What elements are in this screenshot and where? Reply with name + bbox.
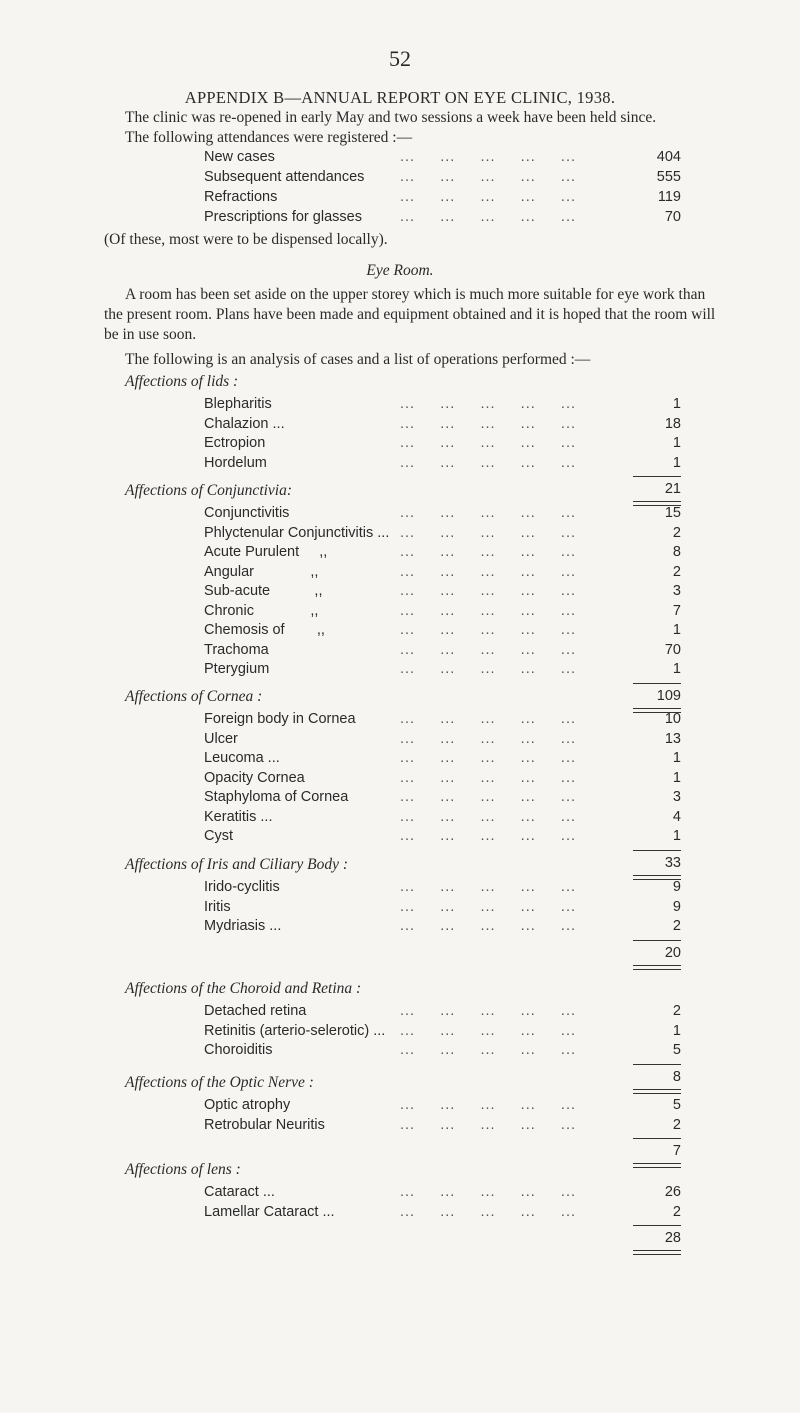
row-label: Trachoma (204, 641, 269, 658)
case-row (204, 750, 681, 768)
row-label: Sub-acute ,, (204, 583, 323, 599)
leader-dots: ... ... ... ... ... (400, 169, 576, 185)
row-label: Retrobular Neuritis (204, 1116, 325, 1133)
row-label: Choroiditis (204, 1042, 273, 1058)
row-value: 1 (672, 661, 681, 677)
row-label: Ulcer (204, 730, 238, 747)
section-heading: Affections of Cornea : (125, 688, 263, 705)
section-heading: Affections of lids : (125, 373, 239, 390)
subtotal-rule (633, 850, 681, 851)
case-row (204, 711, 681, 729)
row-value: 1 (672, 750, 681, 766)
case-row (204, 583, 681, 601)
row-label: Detached retina (204, 1003, 307, 1019)
attendance-row (204, 189, 681, 207)
row-label: New cases (204, 149, 275, 165)
row-label: Phlyctenular Conjunctivitis ... (204, 524, 390, 541)
row-label: Lamellar Cataract ... (204, 1203, 335, 1220)
case-row (204, 435, 681, 453)
leader-dots: ... ... ... ... ... (400, 730, 576, 747)
case-row (204, 899, 681, 917)
row-label: Acute Purulent ,, (204, 544, 328, 560)
case-row (204, 416, 681, 434)
row-value: 13 (664, 730, 681, 747)
subtotal-rule (633, 683, 681, 684)
row-label: Conjunctivitis (204, 505, 290, 521)
leader-dots: ... ... ... ... ... (400, 544, 576, 560)
row-label: Leucoma ... (204, 750, 280, 766)
row-value: 2 (672, 1203, 681, 1220)
row-label: Chronic ,, (204, 602, 319, 619)
case-row (204, 1042, 681, 1060)
row-value: 2 (672, 1116, 681, 1133)
row-label: Staphyloma of Cornea (204, 789, 349, 805)
leader-dots: ... ... ... ... ... (400, 898, 576, 915)
leader-dots: ... ... ... ... ... (400, 789, 576, 805)
row-label: Pterygium (204, 661, 270, 677)
leader-dots: ... ... ... ... ... (400, 1203, 576, 1220)
row-value: 404 (656, 149, 681, 165)
row-value: 26 (664, 1184, 681, 1200)
leader-dots: ... ... ... ... ... (400, 641, 576, 658)
row-label: Iritis (204, 898, 231, 915)
row-label: Retinitis (arterio-selerotic) ... (204, 1022, 386, 1039)
case-row (204, 828, 681, 846)
leader-dots: ... ... ... ... ... (400, 415, 576, 432)
section-heading: Affections of lens : (125, 1161, 241, 1178)
row-value: 70 (664, 641, 681, 658)
row-value: 1 (672, 435, 681, 451)
subtotal-rule (633, 1225, 681, 1226)
analysis-intro: The following is an analysis of cases and a list of operations performed :— (125, 351, 591, 368)
section-total: 33 (664, 854, 681, 871)
row-value: 70 (664, 209, 681, 225)
subtotal-rule (633, 940, 681, 941)
row-value: 8 (672, 544, 681, 560)
leader-dots: ... ... ... ... ... (400, 828, 576, 844)
leader-dots: ... ... ... ... ... (400, 1042, 576, 1058)
row-label: Chalazion ... (204, 415, 285, 432)
row-label: Prescriptions for glasses (204, 209, 362, 225)
leader-dots: ... ... ... ... ... (400, 1097, 576, 1113)
row-label: Chemosis of ,, (204, 622, 325, 638)
attendance-row (204, 169, 681, 187)
leader-dots: ... ... ... ... ... (400, 209, 576, 225)
row-label: Foreign body in Cornea (204, 711, 356, 727)
leader-dots: ... ... ... ... ... (400, 583, 576, 599)
case-row (204, 603, 681, 621)
leader-dots: ... ... ... ... ... (400, 661, 576, 677)
total-double-rule (633, 1250, 681, 1255)
section-heading: Affections of the Choroid and Retina : (125, 980, 362, 997)
page-number: 52 (389, 46, 411, 71)
leader-dots: ... ... ... ... ... (400, 1116, 576, 1133)
row-label: Hordelum (204, 454, 267, 471)
row-label: Mydriasis ... (204, 918, 282, 934)
row-label: Refractions (204, 189, 278, 205)
attendance-row (204, 209, 681, 227)
row-label: Optic atrophy (204, 1097, 291, 1113)
case-row (204, 622, 681, 640)
row-value: 10 (664, 711, 681, 727)
row-value: 1 (672, 396, 681, 412)
row-label: Blepharitis (204, 396, 272, 412)
case-row (204, 770, 681, 788)
case-row (204, 1097, 681, 1115)
intro-line-2: The following attendances were registered :— (125, 129, 413, 146)
section-total: 28 (664, 1230, 681, 1246)
row-label: Irido-cyclitis (204, 879, 280, 895)
leader-dots: ... ... ... ... ... (400, 1022, 576, 1039)
case-row (204, 525, 681, 543)
total-double-rule (633, 965, 681, 970)
leader-dots: ... ... ... ... ... (400, 1003, 576, 1019)
case-row (204, 731, 681, 749)
row-value: 2 (672, 563, 681, 580)
leader-dots: ... ... ... ... ... (400, 189, 576, 205)
row-value: 2 (672, 524, 681, 541)
row-value: 15 (664, 505, 681, 521)
section-total: 20 (664, 944, 681, 961)
case-row (204, 809, 681, 827)
row-value: 5 (672, 1097, 681, 1113)
case-row (204, 544, 681, 562)
eye-room-line-1: A room has been set aside on the upper storey which is much more suitable for eye work than (125, 286, 706, 303)
row-value: 1 (672, 1022, 681, 1039)
row-value: 119 (657, 189, 681, 205)
row-value: 1 (672, 828, 681, 844)
row-label: Angular ,, (204, 563, 319, 580)
row-label: Cataract ... (204, 1184, 275, 1200)
case-row (204, 1184, 681, 1202)
row-value: 555 (656, 169, 681, 185)
case-row (204, 918, 681, 936)
row-value: 1 (672, 622, 681, 638)
row-value: 9 (672, 879, 681, 895)
case-row (204, 505, 681, 523)
eye-room-line-2: the present room. Plans have been made and equipment obtained and it is hoped that the room will (104, 306, 716, 323)
section-total: 8 (672, 1068, 681, 1085)
leader-dots: ... ... ... ... ... (400, 879, 576, 895)
case-row (204, 789, 681, 807)
case-row (204, 642, 681, 660)
row-label: Keratitis ... (204, 808, 273, 825)
section-total: 7 (672, 1143, 681, 1159)
leader-dots: ... ... ... ... ... (400, 524, 576, 541)
case-row (204, 879, 681, 897)
subtotal-rule (633, 1064, 681, 1065)
row-value: 2 (672, 1003, 681, 1019)
leader-dots: ... ... ... ... ... (400, 808, 576, 825)
row-value: 5 (672, 1042, 681, 1058)
leader-dots: ... ... ... ... ... (400, 454, 576, 471)
case-row (204, 1023, 681, 1041)
case-row (204, 564, 681, 582)
section-total: 21 (664, 481, 681, 497)
row-value: 1 (672, 454, 681, 471)
report-title: APPENDIX B—ANNUAL REPORT ON EYE CLINIC, 1938. (184, 88, 616, 107)
row-value: 3 (672, 583, 681, 599)
section-heading: Affections of the Optic Nerve : (125, 1074, 314, 1091)
attendance-row (204, 149, 681, 167)
row-label: Opacity Cornea (204, 769, 305, 786)
row-value: 18 (664, 415, 681, 432)
eye-room-heading: Eye Room. (366, 262, 434, 279)
leader-dots: ... ... ... ... ... (400, 563, 576, 580)
leader-dots: ... ... ... ... ... (400, 769, 576, 786)
row-value: 1 (672, 769, 681, 786)
leader-dots: ... ... ... ... ... (400, 505, 576, 521)
leader-dots: ... ... ... ... ... (400, 149, 576, 165)
intro-line-1: The clinic was re-opened in early May and two sessions a week have been held since. (125, 109, 657, 126)
note: (Of these, most were to be dispensed locally). (104, 231, 388, 248)
row-value: 7 (672, 602, 681, 619)
row-value: 4 (672, 808, 681, 825)
leader-dots: ... ... ... ... ... (400, 396, 576, 412)
row-value: 3 (672, 789, 681, 805)
leader-dots: ... ... ... ... ... (400, 750, 576, 766)
leader-dots: ... ... ... ... ... (400, 1184, 576, 1200)
section-total: 109 (656, 687, 681, 704)
total-double-rule (633, 1163, 681, 1168)
case-row (204, 1204, 681, 1222)
row-label: Subsequent attendances (204, 169, 365, 185)
section-heading: Affections of Conjunctivia: (125, 482, 293, 499)
subtotal-rule (633, 476, 681, 477)
leader-dots: ... ... ... ... ... (400, 435, 576, 451)
case-row (204, 455, 681, 473)
row-label: Ectropion (204, 435, 266, 451)
row-value: 2 (672, 918, 681, 934)
case-row (204, 1117, 681, 1135)
leader-dots: ... ... ... ... ... (400, 918, 576, 934)
row-value: 9 (672, 898, 681, 915)
row-label: Cyst (204, 828, 233, 844)
case-row (204, 661, 681, 679)
subtotal-rule (633, 1138, 681, 1139)
case-row (204, 396, 681, 414)
leader-dots: ... ... ... ... ... (400, 711, 576, 727)
leader-dots: ... ... ... ... ... (400, 602, 576, 619)
case-row (204, 1003, 681, 1021)
leader-dots: ... ... ... ... ... (400, 622, 576, 638)
eye-room-line-3: be in use soon. (104, 326, 197, 343)
total-double-rule (633, 1089, 681, 1094)
section-heading: Affections of Iris and Ciliary Body : (125, 856, 349, 873)
